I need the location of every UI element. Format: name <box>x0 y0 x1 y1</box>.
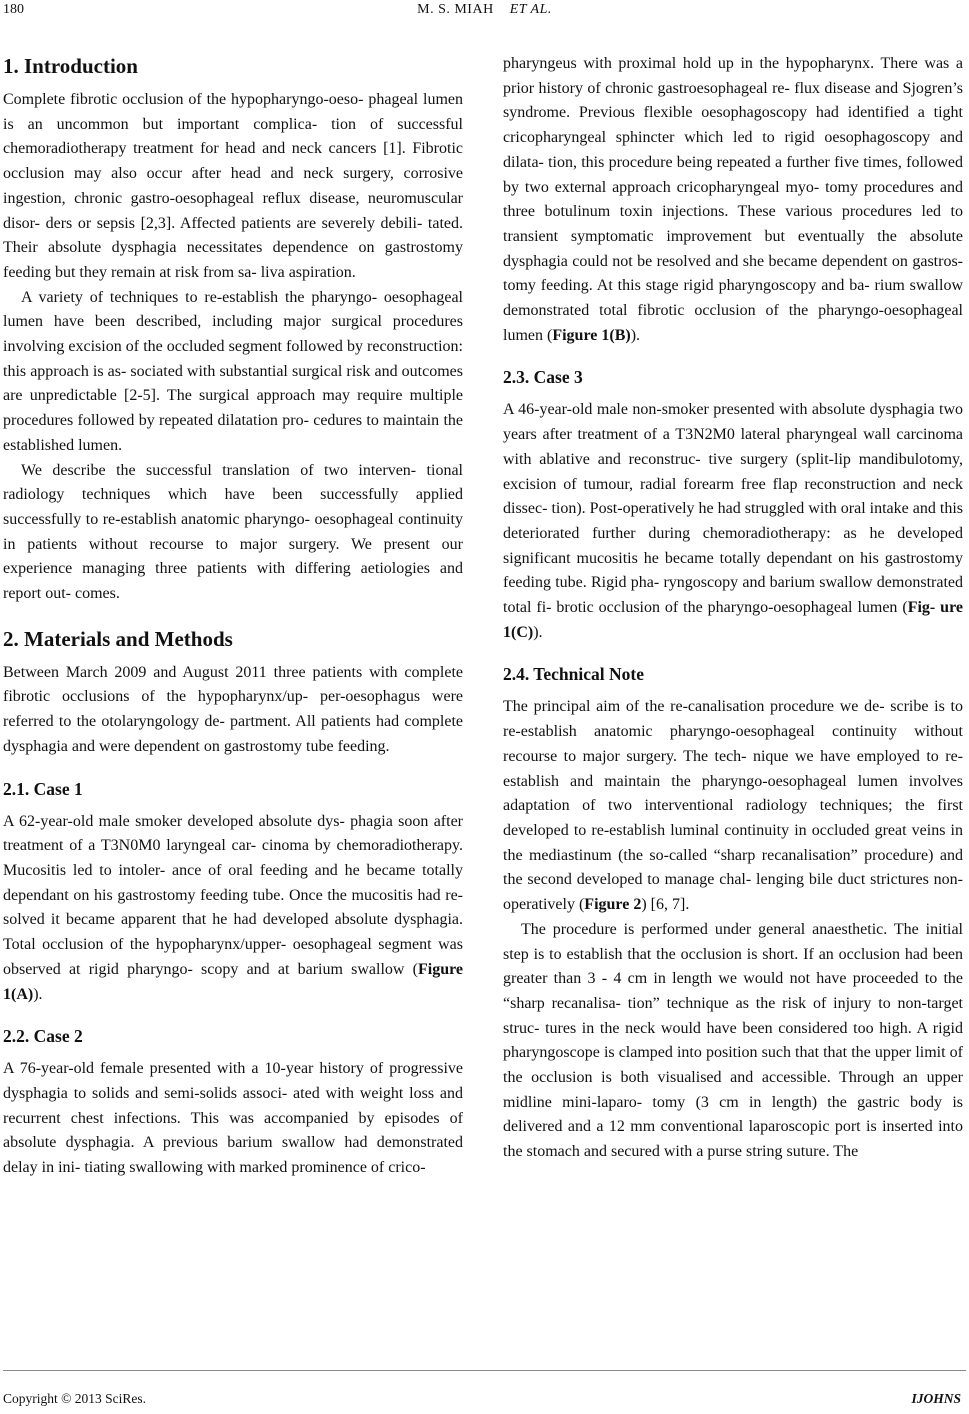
case1-text: A 62-year-old male smoker developed absolute dys- phagia soon after treatment of a T3N0M0 laryngeal car- cinoma by chemoradiotherapy. Mucositis led to intoler- ance of oral feeding and he became totally dependant on his gastrostomy feeding tube. Once the mucositis had re- solved it became apparent that he had developed absolute dysphagia. Total occlusion of the hypopharynx/upper- oesophageal segment was observed at rigid pharyngo- scopy and at barium swallow ( <box>3 812 463 978</box>
case2-text-cont: pharyngeus with proximal hold up in the hypopharynx. There was a prior history of chronic gastroesophageal re- flux disease and Sjogren’s syndrome. Previous flexible oesophagoscopy had identified a tight cricopharyngeal sphincter which led to rigid oesophagoscopy and dilata- tion, this procedure being repeated a further five times, followed by two external approach cricopharyngeal myo- tomy procedures and three botulinum toxin injections. These various procedures led to transient symptomatic improvement but eventually the absolute dysphagia could not be resolved and she became dependent on gastros- tomy feeding. At this stage rigid pharyngoscopy and ba- rium swallow demonstrated total fibrotic occlusion of the pharyngo-oesophageal lumen ( <box>503 55 963 344</box>
subsection-title-case1: 2.1. Case 1 <box>3 778 83 799</box>
methods-paragraph: Between March 2009 and August 2011 three patients with complete fibrotic occlusions of the hypopharynx/up- per-oesophagus were referred to the otolaryngology de- partment. All patients had complete dysphagia and were dependent on gastrostomy tube feeding. <box>3 663 463 755</box>
section-title-introduction: 1. Introduction <box>3 54 138 78</box>
case3-text-end: ). <box>533 623 543 641</box>
subsection-title-technical-note: 2.4. Technical Note <box>503 664 644 685</box>
intro-paragraph-3: We describe the successful translation of two interven- tional radiology techniques which have been successfully applied successfully to re-establish anatomic pharyngo- oesophageal continuity in patients without recourse to major surgery. We present our experience managing three patients with differing aetiologies and report out- comes. <box>3 461 463 603</box>
case1-paragraph <box>3 810 463 1008</box>
footer-journal: IJOHNS <box>911 1391 961 1406</box>
page-number: 180 <box>3 2 24 17</box>
figure-ref-1a[interactable]: Figure 1(A) <box>3 960 463 1003</box>
intro-paragraph-1: Complete fibrotic occlusion of the hypopharyngo-oeso- phageal lumen is an uncommon but important complica- tion of successful chemoradiotherapy treatment for head and neck cancers [1]. Fibrotic occlusion may also occur after head and neck surgery, corrosive ingestion, chronic gastro-oesophageal reflux disease, neuromuscular disor- ders or sepsis [2,3]. Affected patients are severely debili- tated. Their absolute dysphagia necessitates dependence on gastrostomy feeding but they remain at risk from sa- liva aspiration. <box>3 91 463 281</box>
footer-divider <box>3 1370 966 1371</box>
figure-ref-2[interactable]: Figure 2 <box>584 896 642 914</box>
footer-copyright: Copyright © 2013 SciRes. <box>3 1391 147 1406</box>
header-etal: ET AL. <box>509 2 552 17</box>
subsection-title-case2: 2.2. Case 2 <box>3 1026 83 1047</box>
case2-paragraph-continued <box>503 52 963 348</box>
intro-paragraph-2: A variety of techniques to re-establish the pharyngo- oesophageal lumen have been described, including major surgical procedures involving excision of the occluded segment followed by reconstruction: this approach is as- sociated with substantial surgical risk and outcomes are unpredictable [2-5]. The surgical approach may require multiple procedures followed by repeated dilatation pro- cedures to maintain the established lumen. <box>3 288 463 454</box>
running-header <box>0 2 969 18</box>
case3-text: A 46-year-old male non-smoker presented with absolute dysphagia two years after treatment of a T3N2M0 lateral pharyngeal wall carcinoma with ablative and reconstruc- tive surgery (split-lip mandibulotomy, excision of tumour, radial forearm free flap reconstruction and neck dissec- tion). Post-operatively he had struggled with oral intake and this deteriorated further during chemoradiotherapy: as he developed significant mucositis he became totally dependant on his gastrostomy feeding tube. Rigid pha- ryngoscopy and barium swallow demonstrated total fi- brotic occlusion of the pharyngo-oesophageal lumen ( <box>503 401 963 617</box>
right-column <box>503 52 963 1165</box>
technical-paragraph-1 <box>503 695 963 917</box>
figure-ref-1b[interactable]: Figure 1(B) <box>552 326 631 344</box>
figure-ref-1c[interactable]: Fig- ure 1(C) <box>503 599 963 641</box>
section-title-methods: 2. Materials and Methods <box>3 626 233 651</box>
case1-text-end: ). <box>33 985 43 1003</box>
tech-text-end: ) [6, 7]. <box>641 896 690 914</box>
subsection-title-case3: 2.3. Case 3 <box>503 367 583 388</box>
case3-paragraph <box>503 398 963 645</box>
technical-paragraph-2: The procedure is performed under general anaesthetic. The initial step is to establish that the occlusion is short. If an occlusion had been greater than 3 - 4 cm in length we would not have proceeded to the “sharp recanalisa- tion” technique as the risk of injury to non-target struc- tures in the neck would have been considered too high. A rigid pharyngoscope is clamped into position such that that the upper limit of the occlusion is both visualised and accessible. Through an upper midline mini-laparo- tomy (3 cm in length) the gastric body is delivered and a 12 mm conventional laparoscopic port is inserted into the stomach and secured with a purse string suture. The <box>503 920 963 1161</box>
case2-text-end: ). <box>630 326 641 344</box>
left-column <box>3 52 463 1181</box>
tech-text: The principal aim of the re-canalisation procedure we de- scribe is to re-establish anatomic pharyngo-oesophageal continuity without recourse to major surgery. The tech- nique we have employed to re-establish and maintain the pharyngo-oesophageal lumen involves adaptation of two interventional radiology techniques; the first developed to re-establish luminal continuity in occluded great veins in the mediastinum (the so-called “sharp recanalisation” procedure) and the second developed to manage chal- lenging bile duct strictures non-operatively ( <box>503 698 963 914</box>
case2-paragraph: A 76-year-old female presented with a 10-year history of progressive dysphagia to solids and semi-solids associ- ated with weight loss and recurrent chest infections. This was accompanied by episodes of absolute dysphagia. A previous barium swallow had demonstrated delay in ini- tiating swallowing with marked prominence of crico- <box>3 1060 463 1177</box>
header-authors: M. S. MIAH <box>417 2 494 17</box>
